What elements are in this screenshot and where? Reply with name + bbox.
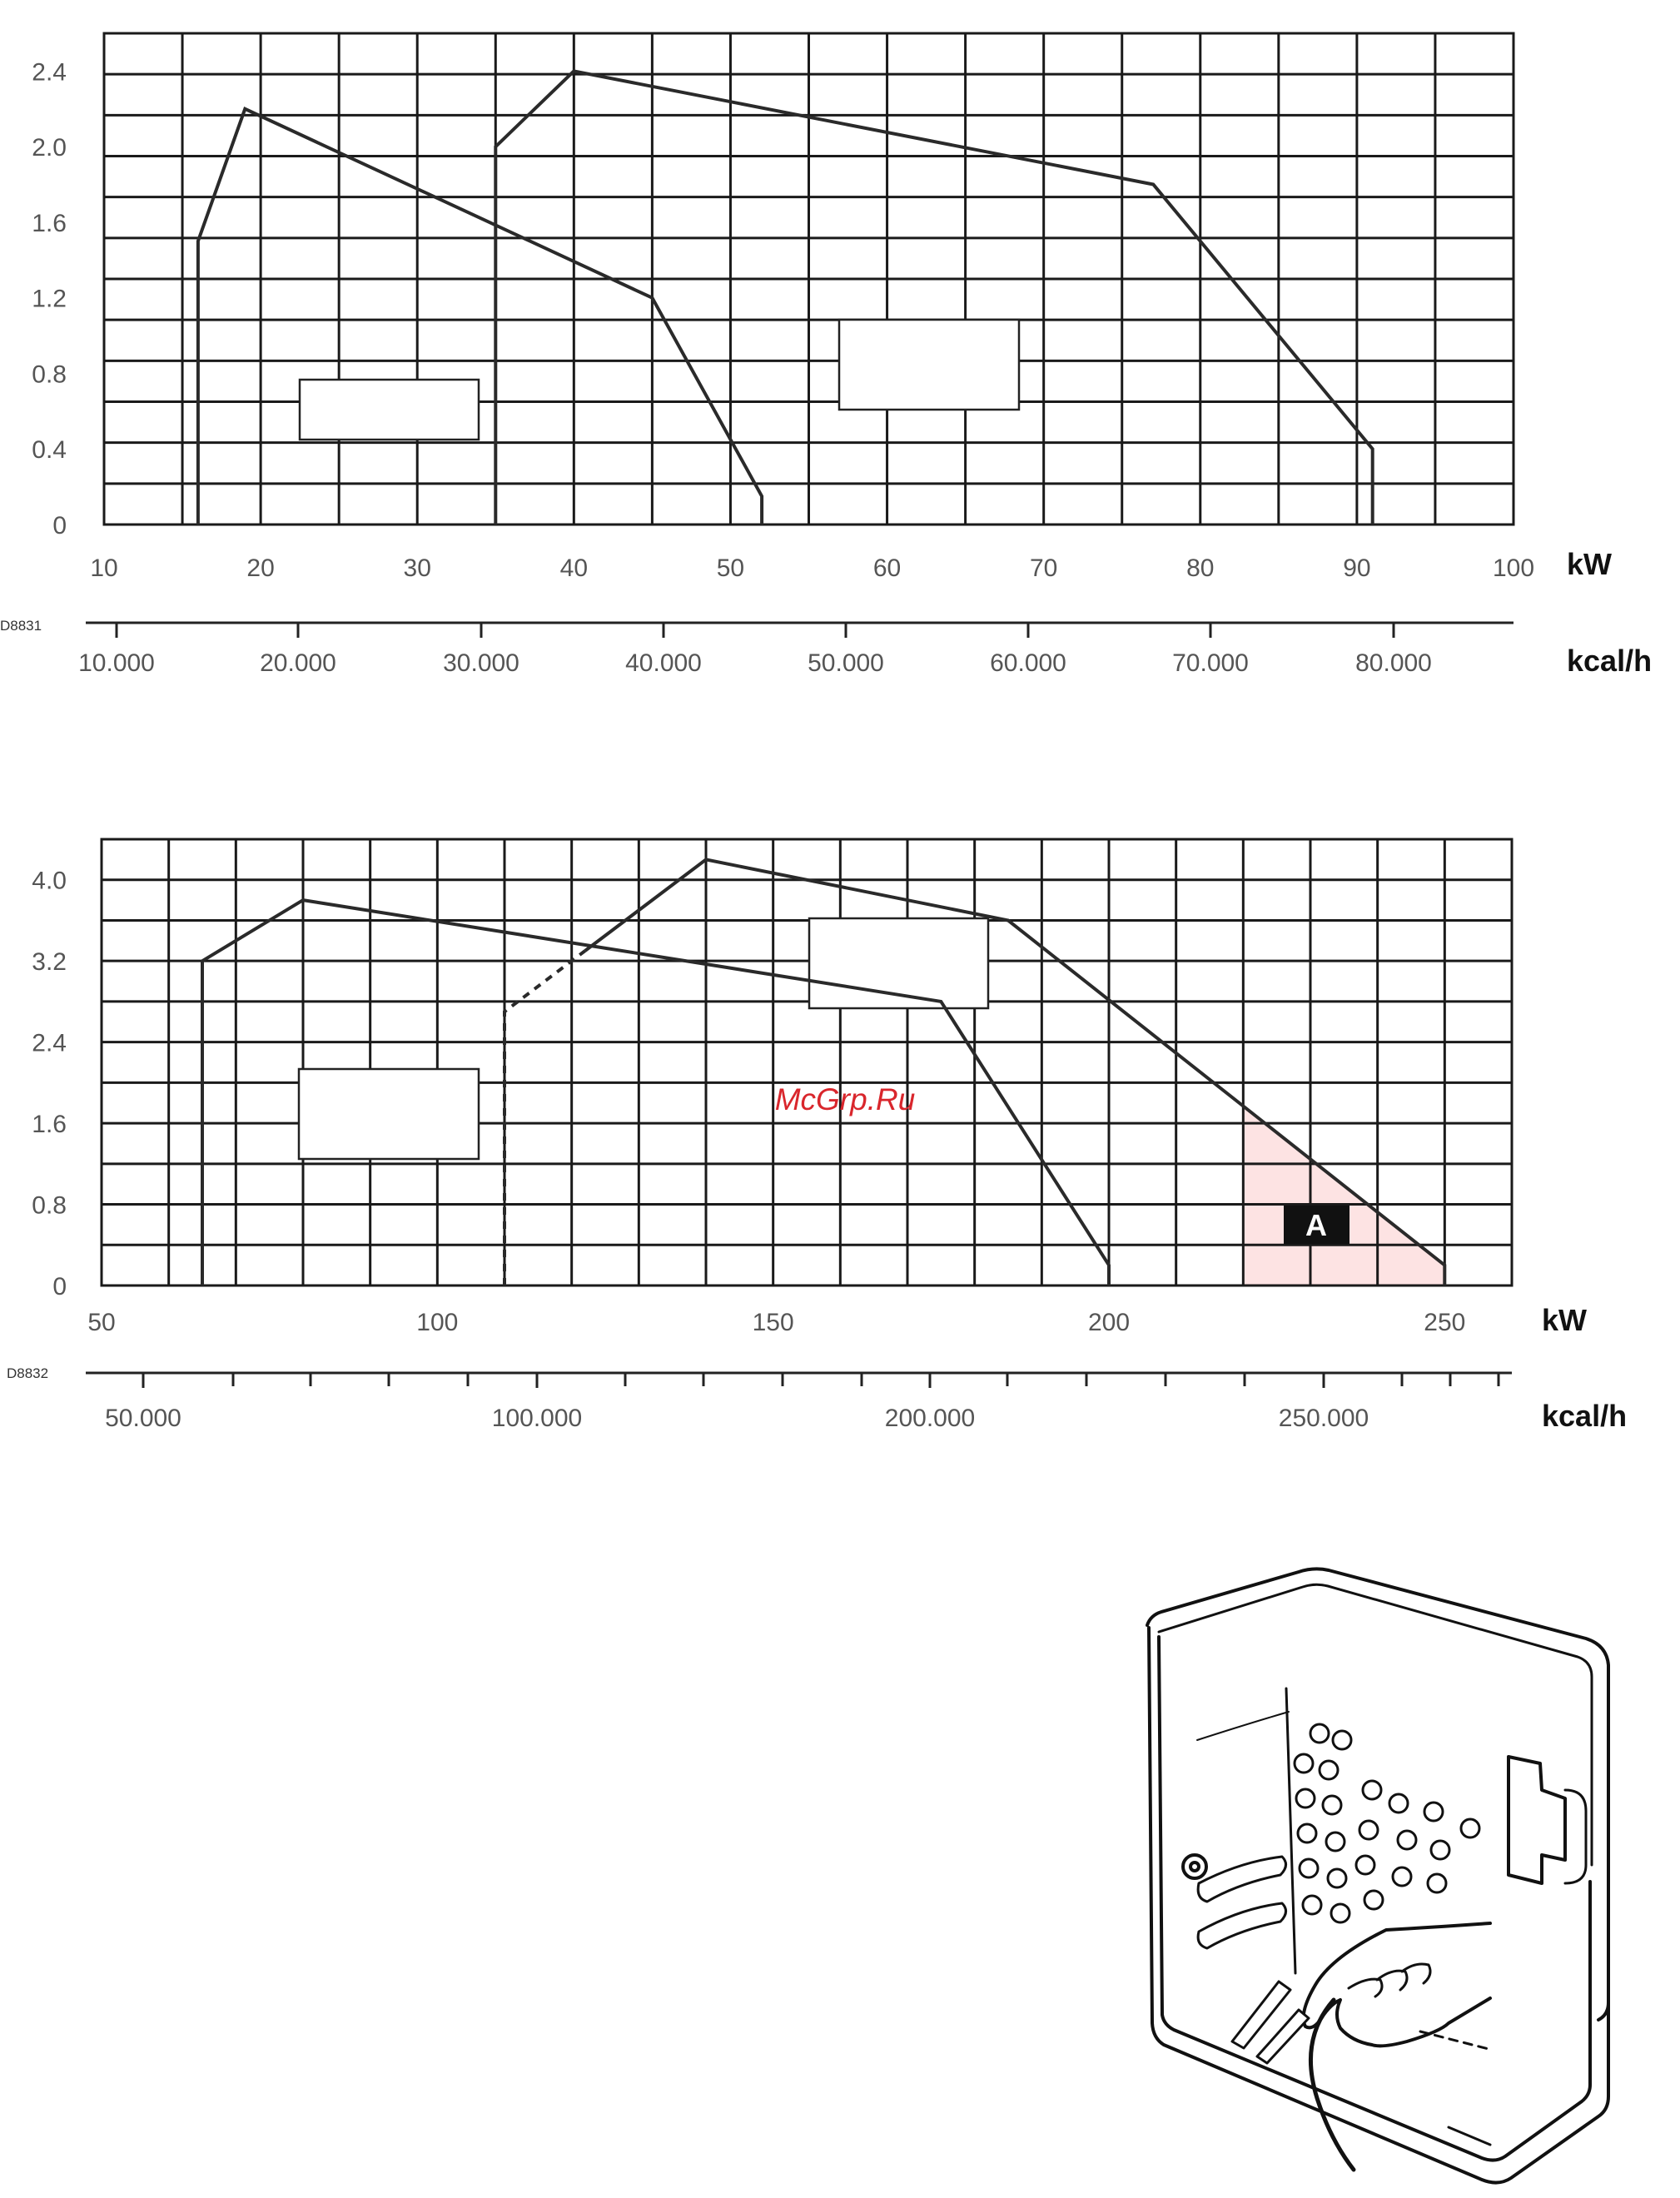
chart-2-secondary-tick-label: 100.000 xyxy=(491,1405,583,1432)
chart-1-x-tick-label: 10 xyxy=(90,554,118,582)
chart-1-x-axis-label: kW xyxy=(1567,547,1612,581)
chart-2-label-box-2 xyxy=(299,1069,479,1159)
chart-1-y-tick-label: 1.6 xyxy=(32,209,67,237)
chart-2-y-tick-label: 0.8 xyxy=(32,1191,67,1220)
chart-1 xyxy=(0,33,1652,678)
burner-box-illustration xyxy=(1139,1559,1623,2191)
chart-2-x-tick-label: 150 xyxy=(752,1309,794,1336)
chart-2-y-tick-label: 2.4 xyxy=(32,1029,67,1057)
chart-2-y-tick-label: 0 xyxy=(52,1273,67,1300)
chart-1-y-tick-label: 1.2 xyxy=(32,285,67,313)
watermark: McGrp.Ru xyxy=(774,1082,916,1116)
chart-1-secondary-tick-labels xyxy=(78,623,1432,677)
chart-2-highlight-badge xyxy=(1284,1206,1349,1244)
chart-1-x-tick-label: 20 xyxy=(246,554,275,582)
illustration-background xyxy=(1139,1559,1623,2191)
chart-2-x-tick-label: 50 xyxy=(87,1309,116,1336)
chart-1-series-range-2 xyxy=(495,71,1372,525)
chart-2-x-tick-labels xyxy=(87,1309,1465,1336)
chart-1-x-tick-label: 30 xyxy=(403,554,431,582)
chart-2 xyxy=(7,839,1627,1433)
chart-2-code: D8832 xyxy=(7,1365,49,1381)
chart-1-x-tick-label: 60 xyxy=(872,554,902,582)
chart-2-y-tick-labels xyxy=(32,868,67,1300)
chart-1-secondary-tick-label: 80.000 xyxy=(1355,649,1432,677)
chart-2-highlight-badge-label: A xyxy=(1305,1208,1327,1242)
chart-2-x-axis-label: kW xyxy=(1542,1303,1587,1337)
chart-2-y-tick-label: 4.0 xyxy=(32,867,67,895)
chart-1-x-tick-label: 40 xyxy=(559,554,589,582)
chart-1-x-tick-label: 50 xyxy=(716,554,745,582)
chart-1-secondary-tick-label: 10.000 xyxy=(78,649,155,677)
chart-1-secondary-tick-label: 30.000 xyxy=(443,649,519,677)
chart-1-y-tick-label: 2.4 xyxy=(32,58,67,87)
chart-2-secondary-tick-label: 50.000 xyxy=(105,1405,181,1432)
chart-1-x-tick-label: 90 xyxy=(1343,554,1371,582)
chart-1-y-tick-label: 0 xyxy=(52,512,67,540)
chart-2-y-tick-label: 1.6 xyxy=(32,1111,67,1139)
chart-2-x-tick-label: 250 xyxy=(1424,1309,1466,1336)
chart-2-x-tick-label: 200 xyxy=(1087,1309,1131,1336)
chart-2-secondary-axis-label: kcal/h xyxy=(1542,1399,1628,1433)
chart-2-secondary-tick-labels xyxy=(105,1373,1499,1432)
chart-1-curves xyxy=(198,71,1373,525)
chart-1-y-tick-label: 0.8 xyxy=(32,361,67,389)
chart-2-highlight-region xyxy=(1243,1106,1444,1286)
chart-2-x-tick-label: 100 xyxy=(416,1309,459,1336)
chart-2-secondary-tick-label: 250.000 xyxy=(1278,1405,1369,1432)
chart-1-label-boxes xyxy=(300,320,1019,440)
box-screw xyxy=(1183,1855,1206,1878)
chart-1-series-range-1 xyxy=(198,109,762,525)
chart-1-x-tick-labels xyxy=(90,554,1534,582)
chart-1-label-box-2 xyxy=(839,320,1019,410)
chart-1-x-tick-label: 70 xyxy=(1029,554,1058,582)
chart-1-code: D8831 xyxy=(0,618,42,634)
chart-1-label-box-1 xyxy=(300,380,479,440)
chart-1-y-tick-label: 2.0 xyxy=(32,134,67,162)
chart-1-x-tick-label: 100 xyxy=(1492,554,1535,582)
chart-1-x-tick-label: 80 xyxy=(1186,554,1215,582)
chart-1-y-tick-labels xyxy=(32,58,67,540)
chart-1-secondary-tick-label: 20.000 xyxy=(260,649,336,677)
chart-1-secondary-tick-label: 60.000 xyxy=(990,649,1066,677)
chart-1-secondary-tick-label: 40.000 xyxy=(625,649,702,677)
chart-1-grid xyxy=(104,33,1513,525)
chart-1-secondary-axis-label: kcal/h xyxy=(1567,644,1653,678)
chart-2-secondary-tick-label: 200.000 xyxy=(884,1405,976,1432)
chart-1-secondary-tick-label: 50.000 xyxy=(808,649,884,677)
chart-1-secondary-tick-label: 70.000 xyxy=(1172,649,1249,677)
chart-2-y-tick-label: 3.2 xyxy=(32,948,67,977)
chart-1-y-tick-label: 0.4 xyxy=(32,436,67,465)
